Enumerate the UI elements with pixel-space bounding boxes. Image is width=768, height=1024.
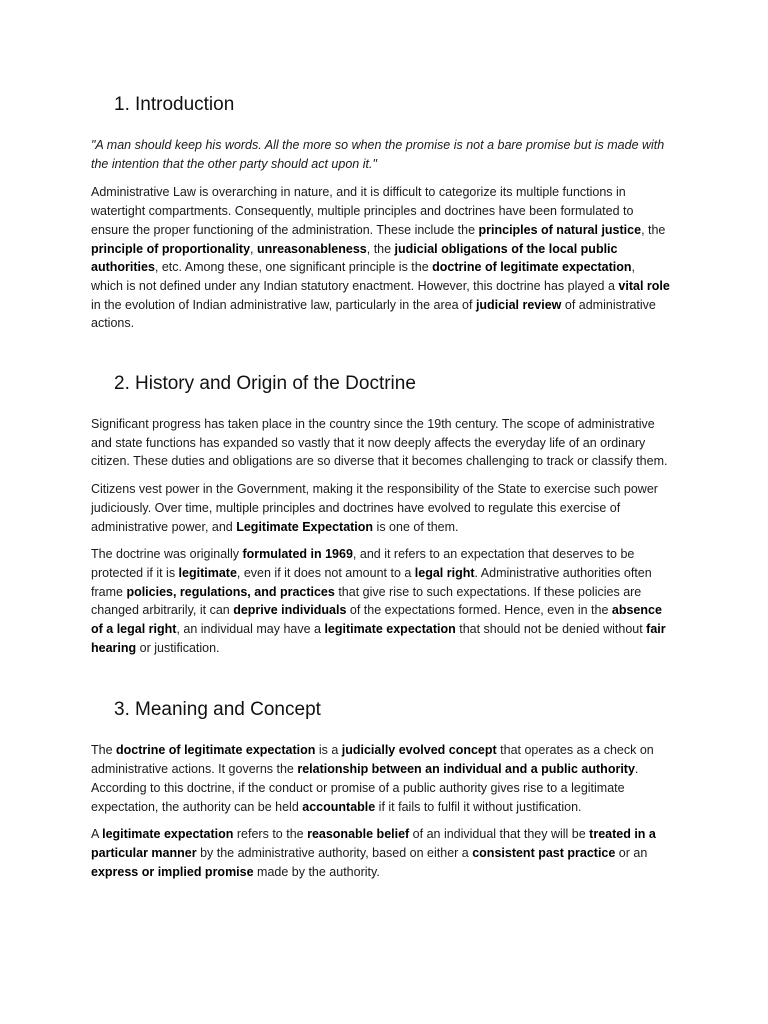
bold-term: reasonable belief — [307, 827, 410, 842]
text-run: in the evolution of Indian administrative law, particularly in the area of — [91, 297, 476, 312]
text-run: , the — [366, 241, 395, 256]
epigraph-quote: "A man should keep his words. All the more so when the promise is not a bare promise but is made with the intention that the other party should act upon it." — [91, 138, 665, 171]
text-run: The doctrine was originally — [91, 547, 243, 562]
text-run: . According to this doctrine, if the conduct or promise of a public authority gives rise to a legitimate expectation, the authority can be held — [91, 762, 639, 814]
bold-term: accountable — [302, 799, 376, 814]
text-run: Citizens vest power in the Government, making it the responsibility of the State to exercise such power judiciously. Over time, multiple principles and doctrines have evolved to regulate this exercise of administrative power, and — [91, 482, 658, 534]
bold-term: deprive individuals — [233, 603, 347, 618]
paragraph — [91, 415, 670, 471]
bold-term: legal right — [414, 565, 475, 580]
text-run: , even if it does not amount to a — [236, 565, 415, 580]
text-run: , — [250, 241, 257, 256]
bold-term: policies, regulations, and practices — [126, 584, 335, 599]
section-title: Meaning and Concept — [135, 699, 321, 721]
paragraph — [91, 480, 670, 536]
text-run: , the — [641, 222, 666, 237]
text-run: of the expectations formed. Hence, even in the — [346, 603, 612, 618]
text-run: Significant progress has taken place in the country since the 19th century. The scope of administrative and state functions has expanded so vastly that it now deeply affects the everyday life of an ordinary citizen. These duties and obligations are so diverse that it becomes challenging to track or classify them. — [91, 417, 668, 469]
section-number: 2. — [114, 373, 130, 395]
text-run: Administrative Law is overarching in nature, and it is difficult to categorize its multiple functions in watertight compartments. Consequently, multiple principles and doctrines have been formulated to ensure the proper functioning of the administration. These include the — [91, 185, 634, 237]
bold-term: vital role — [618, 278, 670, 293]
section-heading — [114, 697, 670, 723]
text-run: if it fails to fulfil it without justification. — [375, 799, 582, 814]
bold-term: legitimate expectation — [102, 827, 234, 842]
bold-term: judicial review — [475, 297, 562, 312]
bold-term: formulated in 1969 — [242, 547, 353, 562]
bold-term: judicially evolved concept — [341, 743, 497, 758]
text-run: is a — [315, 743, 342, 758]
section-title: Introduction — [135, 94, 235, 115]
text-run: The — [91, 743, 117, 758]
text-run: , an individual may have a — [176, 622, 325, 637]
bold-term: fair hearing — [91, 622, 666, 655]
paragraph — [91, 545, 670, 657]
text-run: that operates as a check on administrative actions. It governs the — [91, 743, 654, 777]
paragraph — [91, 183, 670, 333]
text-run: made by the authority. — [253, 864, 380, 879]
bold-term: absence of a legal right — [91, 603, 662, 637]
section-title: History and Origin of the Doctrine — [135, 373, 416, 395]
text-run: . Administrative authorities often frame — [91, 565, 652, 599]
text-run: , which is not defined under any Indian statutory enactment. However, this doctrine has played a — [91, 260, 635, 293]
paragraph — [91, 741, 670, 816]
bold-term: legitimate expectation — [324, 622, 456, 637]
bold-term: legitimate — [178, 565, 237, 580]
section-meaning — [91, 697, 670, 881]
text-run: that give rise to such expectations. If these policies are changed arbitrarily, it can — [91, 584, 642, 618]
bold-term: judicial obligations of the local public authorities — [91, 241, 618, 275]
bold-term: treated in a particular manner — [91, 827, 656, 860]
text-run: or justification. — [136, 640, 220, 655]
bold-term: doctrine of legitimate expectation — [116, 743, 316, 758]
section-number: 3. — [114, 699, 130, 721]
text-run: refers to the — [233, 827, 308, 842]
bold-term: principle of proportionality — [91, 241, 251, 256]
bold-term: express or implied promise — [91, 864, 254, 879]
text-run: , and it refers to an expectation that deserves to be protected if it is — [91, 547, 635, 580]
section-heading — [114, 371, 670, 397]
text-run: is one of them. — [373, 519, 459, 534]
section-heading — [114, 92, 670, 118]
text-run: that should not be denied without — [455, 622, 647, 637]
section-history — [91, 371, 670, 657]
text-run: of administrative actions. — [91, 297, 656, 331]
text-run: by the administrative authority, based on either a — [196, 845, 473, 860]
bold-term: doctrine of legitimate expectation — [432, 260, 632, 275]
bold-term: relationship between an individual and a public authority — [297, 762, 635, 777]
bold-term: consistent past practice — [472, 845, 616, 860]
text-run: A — [91, 827, 103, 842]
text-run: of an individual that they will be — [409, 827, 590, 842]
bold-term: principles of natural justice — [478, 222, 642, 237]
bold-term: Legitimate Expectation — [236, 519, 374, 534]
text-run: , etc. Among these, one significant principle is the — [154, 260, 433, 275]
bold-term: unreasonableness — [256, 241, 367, 256]
paragraph — [91, 825, 670, 881]
section-introduction — [91, 92, 670, 333]
text-run: or an — [615, 845, 648, 860]
section-number: 1. — [114, 94, 130, 115]
